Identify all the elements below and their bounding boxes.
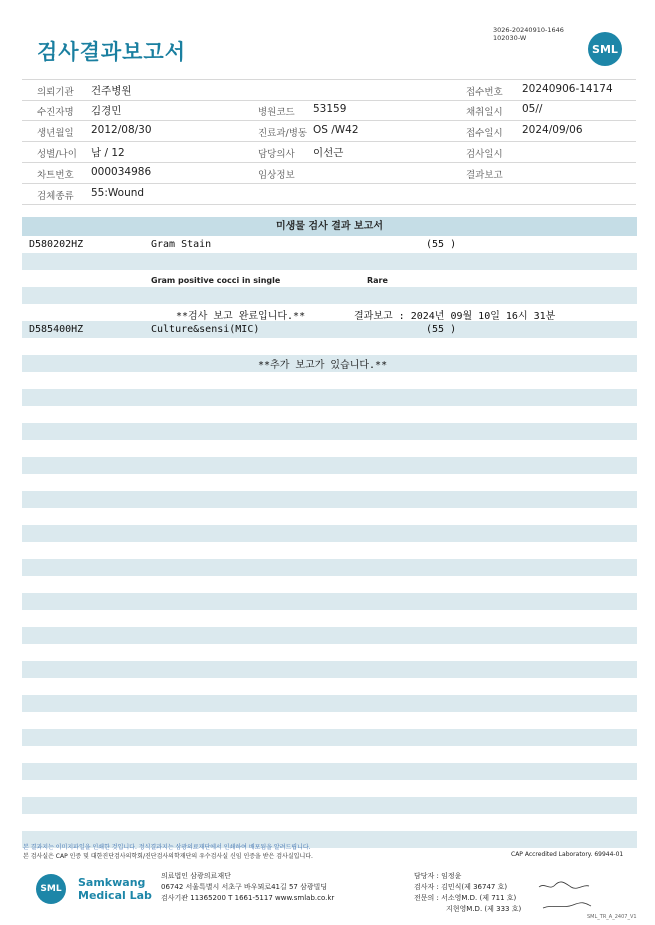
label-hospital-code: 병원코드 — [258, 107, 295, 118]
signature-graphic — [535, 878, 595, 912]
label-receipt-number: 접수번호 — [466, 87, 503, 98]
value-department-ward: OS /W42 — [313, 124, 359, 136]
label-collection-date: 채취일시 — [466, 107, 503, 118]
lab-address-block — [161, 871, 334, 904]
gram-stain-result: Rare — [367, 276, 388, 285]
row-stripe — [22, 661, 637, 678]
row-stripe — [22, 423, 637, 440]
staff-block — [414, 871, 521, 915]
test-code: D580202HZ — [29, 239, 84, 250]
row-stripe — [22, 729, 637, 746]
document-id — [493, 26, 564, 42]
value-physician: 이선근 — [313, 147, 344, 159]
brand-name — [78, 876, 152, 902]
cap-accreditation: CAP Accredited Laboratory. 69944-01 — [511, 851, 624, 858]
value-specimen-type: 55:Wound — [91, 187, 145, 199]
value-receipt-number: 20240906-14174 — [522, 83, 613, 95]
test-name: Culture&sensi(MIC) — [151, 324, 260, 335]
row-stripe — [22, 389, 637, 406]
info-row — [22, 163, 636, 184]
row-stripe — [22, 593, 637, 610]
lab-address: 06742 서울특별시 서초구 바우뫼로41길 57 삼광빌딩 — [161, 883, 328, 891]
label-birth-date: 생년월일 — [37, 128, 74, 139]
value-chart-number: 000034986 — [91, 166, 152, 178]
label-receipt-date: 접수일시 — [466, 128, 503, 139]
label-specimen-type: 검체종류 — [37, 191, 74, 202]
page-title: 검사결과보고서 — [37, 40, 187, 64]
label-test-date: 검사일시 — [466, 149, 503, 160]
value-birth-date: 2012/08/30 — [91, 124, 152, 136]
info-row — [22, 121, 636, 142]
gram-stain-finding: Gram positive cocci in single — [151, 276, 281, 285]
report-complete-note: **검사 보고 완료입니다.** — [176, 311, 306, 322]
lab-contact: 검사기관 11365200 T 1661-5117 www.smlab.co.kr — [161, 894, 335, 902]
label-physician: 담당의사 — [258, 149, 295, 160]
info-row — [22, 142, 636, 163]
row-stripe — [22, 763, 637, 780]
label-result-report: 결과보고 — [466, 170, 503, 181]
print-notice: 본 결과지는 이미지파일을 인쇄한 것입니다. 정식결과지는 삼광의료재단에서 인쇄하여 배포됨을 알려드립니다. — [23, 844, 311, 851]
sml-brand-logo: SML — [36, 874, 66, 904]
label-chart-number: 차트번호 — [37, 170, 74, 181]
staff-in-charge: 담당자 : 임정윤 — [414, 872, 462, 880]
lab-name: 의료법인 삼광의료재단 — [161, 872, 231, 880]
staff-tester: 검사자 : 김민식(제 36747 호) — [414, 883, 508, 891]
row-stripe — [22, 321, 637, 338]
info-row — [22, 184, 636, 205]
value-patient-name: 김경민 — [91, 105, 122, 117]
row-stripe — [22, 491, 637, 508]
row-stripe — [22, 695, 637, 712]
label-department-ward: 진료과/병동 — [258, 128, 308, 139]
label-clinical-info: 임상정보 — [258, 170, 295, 181]
value-receipt-date: 2024/09/06 — [522, 124, 583, 136]
sml-logo: SML — [588, 32, 622, 66]
staff-specialist-2: 지현영M.D. (제 333 호) — [446, 905, 522, 913]
row-stripe — [22, 253, 637, 270]
row-stripe — [22, 525, 637, 542]
value-hospital-code: 53159 — [313, 103, 347, 115]
document-id-line2: 102030-W — [493, 34, 527, 42]
label-sex-age: 성별/나이 — [37, 149, 77, 160]
info-row — [22, 79, 636, 101]
report-datetime: 결과보고 : 2024년 09월 10일 16시 31분 — [354, 311, 556, 322]
info-row — [22, 100, 636, 121]
label-patient-name: 수진자명 — [37, 107, 74, 118]
brand-name-line2: Medical Lab — [78, 889, 152, 902]
form-code: SML_TR_A_2407_V1 — [587, 914, 637, 920]
value-collection-date: 05// — [522, 103, 543, 115]
additional-report-note: **추가 보고가 있습니다.** — [258, 360, 388, 371]
row-stripe — [22, 287, 637, 304]
label-requesting-org: 의뢰기관 — [37, 87, 74, 98]
brand-name-line1: Samkwang — [78, 876, 146, 889]
specimen-code: (55 ) — [426, 239, 457, 250]
accreditation-notice: 본 검사실은 CAP 인증 및 대한진단검사의학회/진단검사의학재단의 우수검사실 신임 인증을 받은 검사실입니다. — [23, 853, 313, 860]
test-code: D585400HZ — [29, 324, 84, 335]
row-stripe — [22, 559, 637, 576]
row-stripe — [22, 627, 637, 644]
result-section-header: 미생물 검사 결과 보고서 — [22, 217, 637, 236]
staff-specialist: 전문의 : 서소영M.D. (제 711 호) — [414, 894, 517, 902]
specimen-code: (55 ) — [426, 324, 457, 335]
value-requesting-org: 건주병원 — [91, 85, 132, 97]
test-name: Gram Stain — [151, 239, 212, 250]
row-stripe — [22, 457, 637, 474]
value-sex-age: 남 / 12 — [91, 147, 125, 159]
row-stripe — [22, 797, 637, 814]
document-id-line1: 3026-20240910-1646 — [493, 26, 564, 34]
